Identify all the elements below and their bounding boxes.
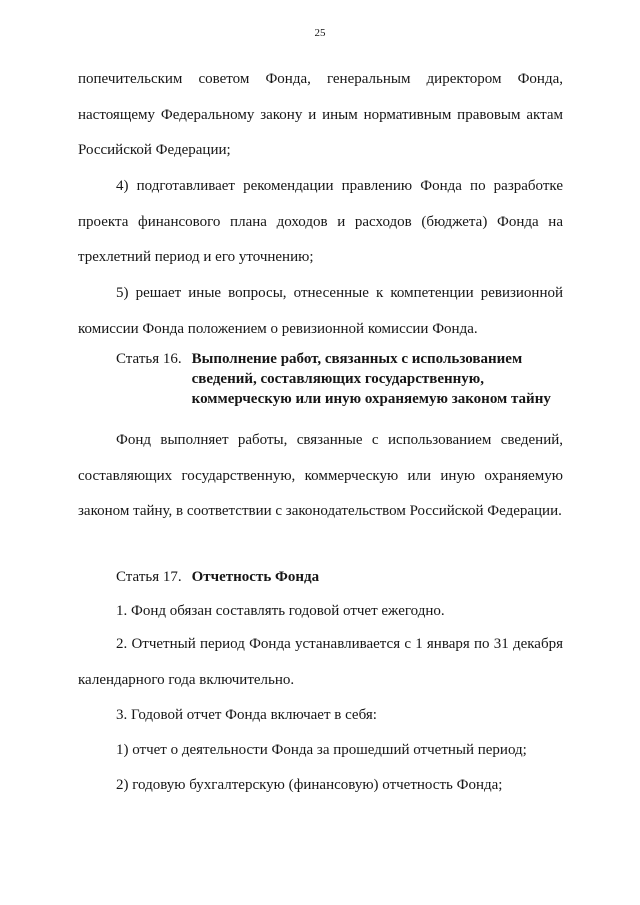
article-17-item-3: 3. Годовой отчет Фонда включает в себя: [116,707,377,723]
paragraph-item-5: 5) решает иные вопросы, отнесенные к компетенции ревизионной комиссии Фонда положением о ревизионной комиссии Фонда. [78,285,563,337]
article-17-item-2: 2. Отчетный период Фонда устанавливается с 1 января по 31 декабря календарного года включительно. [78,636,563,688]
article-17-title: Отчетность Фонда [191,569,320,585]
article-17-subitem-2: 2) годовую бухгалтерскую (финансовую) отчетность Фонда; [116,777,503,793]
article-16-heading [116,349,586,409]
article-16-title: Выполнение работ, связанных с использованием сведений, составляющих государственную, коммерческую или иную охраняемую законом тайну [191,351,551,407]
article-17-number: Статья 17. [116,569,182,585]
page-number: 25 [314,27,326,39]
article-17-heading [116,567,586,587]
article-17-item-1: 1. Фонд обязан составлять годовой отчет ежегодно. [116,603,445,619]
article-16-number: Статья 16. [116,351,182,367]
paragraph-item-4: 4) подготавливает рекомендации правлению Фонда по разработке проекта финансового плана доходов и расходов (бюджета) Фонда на трехлетний период и его уточнению; [78,178,563,265]
article-16-body: Фонд выполняет работы, связанные с использованием сведений, составляющих государственную, коммерческую или иную охраняемую законом тайну, в соответствии с законодательством Российской Федерации. [78,432,563,519]
paragraph-continuation: попечительским советом Фонда, генеральным директором Фонда, настоящему Федеральному закону и иным нормативным правовым актам Российской Федерации; [78,71,563,158]
article-17-subitem-1: 1) отчет о деятельности Фонда за прошедший отчетный период; [116,742,527,758]
